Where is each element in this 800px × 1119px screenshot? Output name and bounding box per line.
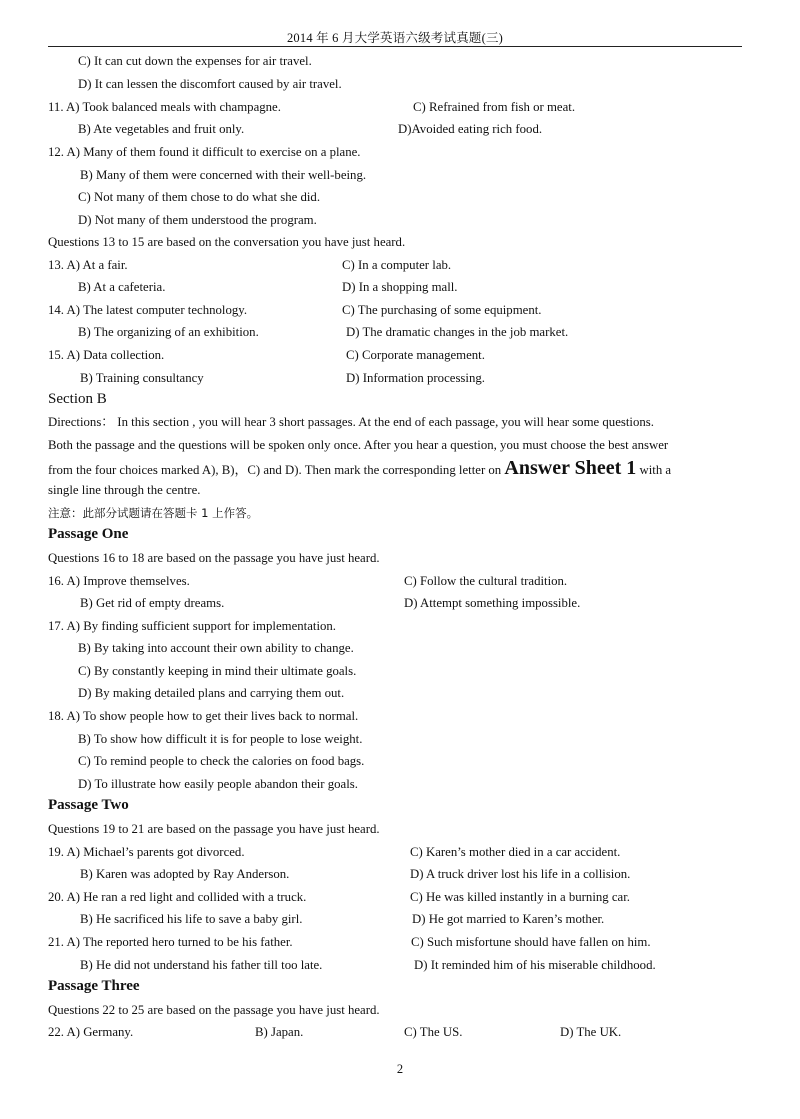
q13-option-b: B) At a cafeteria. <box>78 280 166 294</box>
q14-option-c: C) The purchasing of some equipment. <box>342 303 542 317</box>
q15-option-d: D) Information processing. <box>346 371 485 385</box>
q21-option-d: D) It reminded him of his miserable childhood. <box>414 958 656 972</box>
q12-option-a: 12. A) Many of them found it difficult to exercise on a plane. <box>48 145 361 159</box>
q11-option-b: B) Ate vegetables and fruit only. <box>78 122 245 136</box>
passage-one-intro: Questions 16 to 18 are based on the passage you have just heard. <box>48 551 380 565</box>
directions-line-3-text: from the four choices marked A), B)，C) and D). Then mark the corresponding letter on <box>48 463 505 477</box>
conversation-intro: Questions 13 to 15 are based on the conversation you have just heard. <box>48 235 406 249</box>
q20-option-d: D) He got married to Karen’s mother. <box>412 912 605 926</box>
q19-option-a: 19. A) Michael’s parents got divorced. <box>48 845 245 859</box>
q19-option-c: C) Karen’s mother died in a car accident. <box>410 845 621 859</box>
q13-option-c: C) In a computer lab. <box>342 258 452 272</box>
passage-three-intro: Questions 22 to 25 are based on the passage you have just heard. <box>48 1003 380 1017</box>
q18-option-c: C) To remind people to check the calories on food bags. <box>78 754 365 768</box>
q18-option-b: B) To show how difficult it is for people to lose weight. <box>78 732 363 746</box>
q16-option-a: 16. A) Improve themselves. <box>48 574 190 588</box>
q16-option-d: D) Attempt something impossible. <box>404 596 581 610</box>
passage-one-heading: Passage One <box>48 526 129 542</box>
q12-option-d: D) Not many of them understood the program. <box>78 213 317 227</box>
q15-option-a: 15. A) Data collection. <box>48 348 165 362</box>
q17-option-d: D) By making detailed plans and carrying them out. <box>78 686 345 700</box>
q21-option-c: C) Such misfortune should have fallen on him. <box>411 935 651 949</box>
q20-option-b: B) He sacrificed his life to save a baby girl. <box>80 912 303 926</box>
q11-option-d: D)Avoided eating rich food. <box>398 122 543 136</box>
q11-option-a: 11. A) Took balanced meals with champagne. <box>48 100 281 114</box>
note-line: 注意：此部分试题请在答题卡 1 上作答。 <box>48 506 259 520</box>
q17-option-b: B) By taking into account their own ability to change. <box>78 641 354 655</box>
q18-option-d: D) To illustrate how easily people abandon their goals. <box>78 777 358 791</box>
section-b-heading: Section B <box>48 391 107 407</box>
directions-line-3 <box>48 457 672 479</box>
q20-option-c: C) He was killed instantly in a burning car. <box>410 890 630 904</box>
q12-option-b: B) Many of them were concerned with their well-being. <box>80 168 367 182</box>
page-number: 2 <box>396 1062 404 1076</box>
option-d-prev-question: D) It can lessen the discomfort caused by air travel. <box>78 77 342 91</box>
page-header: 2014 年 6 月大学英语六级考试真题(三) <box>48 30 742 47</box>
option-c-prev-question: C) It can cut down the expenses for air travel. <box>78 54 312 68</box>
q13-option-d: D) In a shopping mall. <box>342 280 458 294</box>
passage-three-heading: Passage Three <box>48 978 140 994</box>
q16-option-b: B) Get rid of empty dreams. <box>80 596 225 610</box>
directions-line-3-end: with a <box>636 463 672 477</box>
q19-option-d: D) A truck driver lost his life in a collision. <box>410 867 631 881</box>
q11-option-c: C) Refrained from fish or meat. <box>413 100 576 114</box>
q17-option-a: 17. A) By finding sufficient support for implementation. <box>48 619 337 633</box>
q14-option-b: B) The organizing of an exhibition. <box>78 325 259 339</box>
q15-option-b: B) Training consultancy <box>80 371 204 385</box>
q22-option-d: D) The UK. <box>560 1025 622 1039</box>
q15-option-c: C) Corporate management. <box>346 348 485 362</box>
q18-option-a: 18. A) To show people how to get their lives back to normal. <box>48 709 359 723</box>
q22-option-a: 22. A) Germany. <box>48 1025 134 1039</box>
q13-option-a: 13. A) At a fair. <box>48 258 128 272</box>
q20-option-a: 20. A) He ran a red light and collided with a truck. <box>48 890 307 904</box>
q19-option-b: B) Karen was adopted by Ray Anderson. <box>80 867 290 881</box>
passage-two-heading: Passage Two <box>48 797 129 813</box>
q12-option-c: C) Not many of them chose to do what she did. <box>78 190 321 204</box>
q22-option-b: B) Japan. <box>255 1025 304 1039</box>
directions-line-4: single line through the centre. <box>48 483 201 497</box>
q14-option-a: 14. A) The latest computer technology. <box>48 303 248 317</box>
passage-two-intro: Questions 19 to 21 are based on the passage you have just heard. <box>48 822 380 836</box>
q14-option-d: D) The dramatic changes in the job market. <box>346 325 569 339</box>
q21-option-b: B) He did not understand his father till too late. <box>80 958 323 972</box>
q17-option-c: C) By constantly keeping in mind their ultimate goals. <box>78 664 357 678</box>
answer-sheet-label: Answer Sheet 1 <box>504 457 637 479</box>
directions-line-2: Both the passage and the questions will be spoken only once. After you hear a question, you must choose the best answer <box>48 438 669 452</box>
q16-option-c: C) Follow the cultural tradition. <box>404 574 568 588</box>
q22-option-c: C) The US. <box>404 1025 463 1039</box>
directions-line-1: Directions： In this section , you will hear 3 short passages. At the end of each passage, you will hear some questions. <box>48 415 654 429</box>
q21-option-a: 21. A) The reported hero turned to be his father. <box>48 935 293 949</box>
